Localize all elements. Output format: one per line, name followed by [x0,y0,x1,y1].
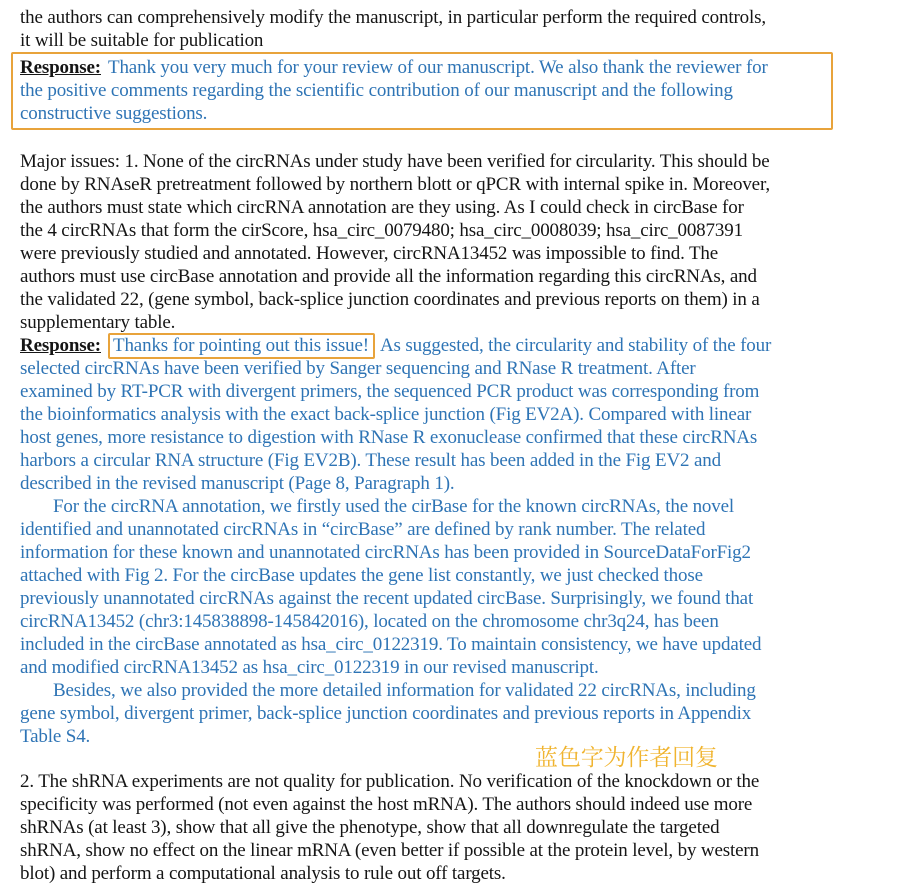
reviewer-comment-intro [20,6,889,52]
reviewer-comment-major-issue-1 [20,150,889,334]
text-line: host genes, more resistance to digestion with RNase R exonuclease confirmed that these circRNAs [20,427,758,448]
text-line: the authors must state which circRNA annotation are they using. As I could check in circBase for [20,197,744,218]
text-line: information for these known and unannotated circRNAs has been provided in SourceDataForFig2 [20,542,751,563]
author-response-text: As suggested, the circularity and stability of the four [379,335,772,356]
author-response-1-highlight-box [11,52,833,130]
text-line: shRNAs (at least 3), show that all give the phenotype, show that all downregulate the targeted [20,817,720,838]
author-response-2-besides-paragraph [20,679,889,748]
text-line: and modified circRNA13452 as hsa_circ_0122319 in our revised manuscript. [20,657,599,678]
text-line: shRNA, show no effect on the linear mRNA (even better if possible at the protein level, by western [20,840,759,861]
text-line: the authors can comprehensively modify the manuscript, in particular perform the required controls, [20,7,766,28]
text-line: were previously studied and annotated. However, circRNA13452 was impossible to find. The [20,243,719,264]
response-label: Response: [20,57,101,78]
text-line: attached with Fig 2. For the circBase updates the gene list constantly, we just checked those [20,565,703,586]
blank-line [20,130,889,150]
text-line: harbors a circular RNA structure (Fig EV2B). These result has been added in the Fig EV2 and [20,450,721,471]
text-line: 2. The shRNA experiments are not quality for publication. No verification of the knockdown or the [20,771,760,792]
author-response-text: Thank you very much for your review of our manuscript. We also thank the reviewer for [108,57,768,78]
text-line: constructive suggestions. [20,103,208,124]
thanks-phrase-highlight-box: Thanks for pointing out this issue! [108,333,375,359]
text-line: it will be suitable for publication [20,30,264,51]
text-line: Besides, we also provided the more detailed information for validated 22 circRNAs, including [53,680,756,701]
text-line: selected circRNAs have been verified by Sanger sequencing and RNase R treatment. After [20,358,696,379]
text-line: previously unannotated circRNAs against the recent updated circBase. Surprisingly, we found that [20,588,754,609]
author-response-2-annotation-paragraph [20,495,889,679]
text-line: examined by RT-PCR with divergent primers, the sequenced PCR product was corresponding from [20,381,760,402]
text-line [20,56,831,79]
text-line: the 4 circRNAs that form the cirScore, hsa_circ_0079480; hsa_circ_0008039; hsa_circ_0087391 [20,220,743,241]
text-line: the bioinformatics analysis with the exact back-splice junction (Fig EV2A). Compared with linear [20,404,752,425]
text-line: Major issues: 1. None of the circRNAs under study have been verified for circularity. This should be [20,151,770,172]
text-line: Table S4. [20,726,91,747]
text-line: specificity was performed (not even against the host mRNA). The authors should indeed use more [20,794,753,815]
text-line: supplementary table. [20,312,176,333]
author-response-2 [20,334,889,495]
text-line: the validated 22, (gene symbol, back-splice junction coordinates and previous reports on them) in a [20,289,760,310]
text-line: identified and unannotated circRNAs in “circBase” are defined by rank number. The related [20,519,706,540]
reviewer-comment-major-issue-2 [20,770,889,885]
text-line: included in the circBase annotated as hsa_circ_0122319. To maintain consistency, we have updated [20,634,762,655]
text-line: described in the revised manuscript (Page 8, Paragraph 1). [20,473,455,494]
text-line: the positive comments regarding the scientific contribution of our manuscript and the following [20,80,733,101]
text-line: gene symbol, divergent primer, back-splice junction coordinates and previous reports in Appendix [20,703,752,724]
text-line [20,334,889,357]
text-line: blot) and perform a computational analysis to rule out off targets. [20,863,506,884]
text-line: circRNA13452 (chr3:145838898-145842016), located on the chromosome chr3q24, has been [20,611,719,632]
chinese-annotation-note: 蓝色字为作者回复 [535,745,718,771]
text-line: done by RNAseR pretreatment followed by northern blott or qPCR with internal spike in. Moreover, [20,174,770,195]
text-line: authors must use circBase annotation and provide all the information regarding this circRNAs, and [20,266,757,287]
text-line: For the circRNA annotation, we firstly used the cirBase for the known circRNAs, the novel [53,496,735,517]
response-label: Response: [20,335,101,356]
